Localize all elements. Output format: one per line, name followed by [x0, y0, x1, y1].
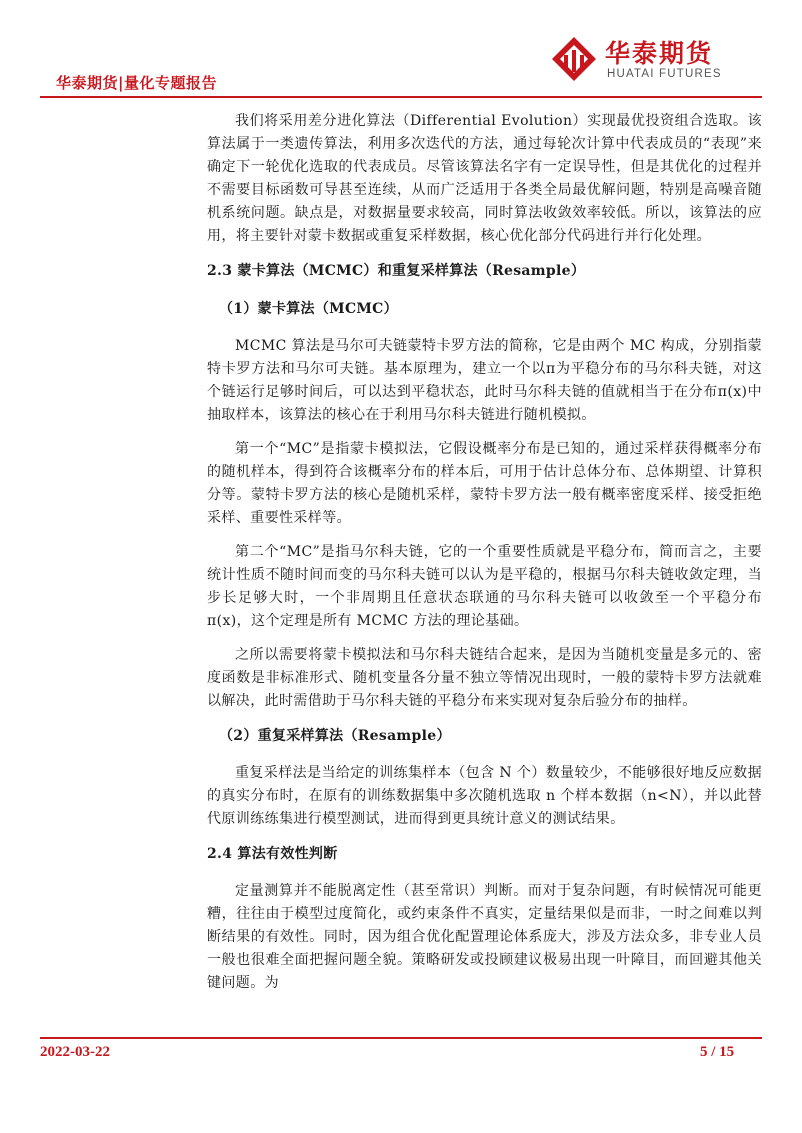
paragraph-monte-carlo: 第一个“MC”是指蒙卡模拟法，它假设概率分布是已知的，通过采样获得概率分布的随机样本，得到符合该概率分布的样本后，可用于估计总体分布、总体期望、计算积分等。蒙特卡罗方法的核心是随机采样，蒙特卡罗方法一般有概率密度采样、接受拒绝采样、重要性采样等。 — [207, 441, 762, 526]
page-body — [207, 110, 762, 1006]
header-divider — [40, 96, 762, 98]
subsection-heading-mcmc: （1）蒙卡算法（MCMC） — [219, 301, 398, 317]
footer-date: 2022-03-22 — [40, 1044, 110, 1060]
footer-divider — [40, 1037, 762, 1039]
logo-english-name: HUATAI FUTURES — [607, 68, 722, 80]
paragraph-mcmc-intro: MCMC 算法是马尔可夫链蒙特卡罗方法的简称，它是由两个 MC 构成，分别指蒙特卡罗方法和马尔可夫链。基本原理为，建立一个以π为平稳分布的马尔科夫链，对这个链运行足够时间后，可以达到平稳状态，此时马尔科夫链的值就相当于在分布π(x)中抽取样本，该算法的核心在于利用马尔科夫链进行随机模拟。 — [207, 338, 762, 423]
section-heading-2-3: 2.3 蒙卡算法（MCMC）和重复采样算法（Resample） — [207, 263, 586, 279]
section-heading-2-4: 2.4 算法有效性判断 — [207, 846, 338, 862]
paragraph-validity: 定量测算并不能脱离定性（甚至常识）判断。而对于复杂问题，有时候情况可能更糟，往往由于模型过度简化，或约束条件不真实，定量结果似是而非，一时之间难以判断结果的有效性。同时，因为组合优化配置理论体系庞大，涉及方法众多，非专业人员一般也很难全面把握问题全貌。策略研发或投顾建议极易出现一叶障目，而回避其他关键问题。为 — [207, 883, 762, 991]
subsection-heading-resample: （2）重复采样算法（Resample） — [219, 728, 451, 744]
huatai-logo-icon — [551, 36, 597, 82]
paragraph-combination: 之所以需要将蒙卡模拟法和马尔科夫链结合起来，是因为当随机变量是多元的、密度函数是非标准形式、随机变量各分量不独立等情况出现时，一般的蒙特卡罗方法就难以解决，此时需借助于马尔科夫链的平稳分布来实现对复杂后验分布的抽样。 — [207, 647, 762, 709]
paragraph-differential-evolution: 我们将采用差分进化算法（Differential Evolution）实现最优投资组合选取。该算法属于一类遗传算法，利用多次迭代的方法，通过每轮次计算中代表成员的“表现”来确定下一轮优化选取的代表成员。尽管该算法名字有一定误导性，但是其优化的过程并不需要目标函数可导甚至连续，从而广泛适用于各类全局最优解问题，特别是高噪音随机系统问题。缺点是，对数据量要求较高，同时算法收敛效率较低。所以，该算法的应用，将主要针对蒙卡数据或重复采样数据，核心优化部分代码进行并行化处理。 — [207, 113, 762, 244]
huatai-logo — [551, 34, 741, 84]
paragraph-markov-chain: 第二个“MC”是指马尔科夫链，它的一个重要性质就是平稳分布，简而言之，主要统计性质不随时间而变的马尔科夫链可以认为是平稳的，根据马尔科夫链收敛定理，当步长足够大时，一个非周期且任意状态联通的马尔科夫链可以收敛至一个平稳分布π(x)，这个定理是所有 MCMC 方法的理论基础。 — [207, 544, 762, 629]
page-number: 5 / 15 — [700, 1044, 735, 1060]
logo-chinese-name: 华泰期货 — [605, 39, 714, 68]
report-header-title: 华泰期货|量化专题报告 — [56, 74, 217, 92]
paragraph-resample: 重复采样法是当给定的训练集样本（包含 N 个）数量较少，不能够很好地反应数据的真实分布时，在原有的训练数据集中多次随机选取 n 个样本数据（n<N），并以此替代原训练练集进行模型测试，进而得到更具统计意义的测试结果。 — [207, 765, 762, 827]
